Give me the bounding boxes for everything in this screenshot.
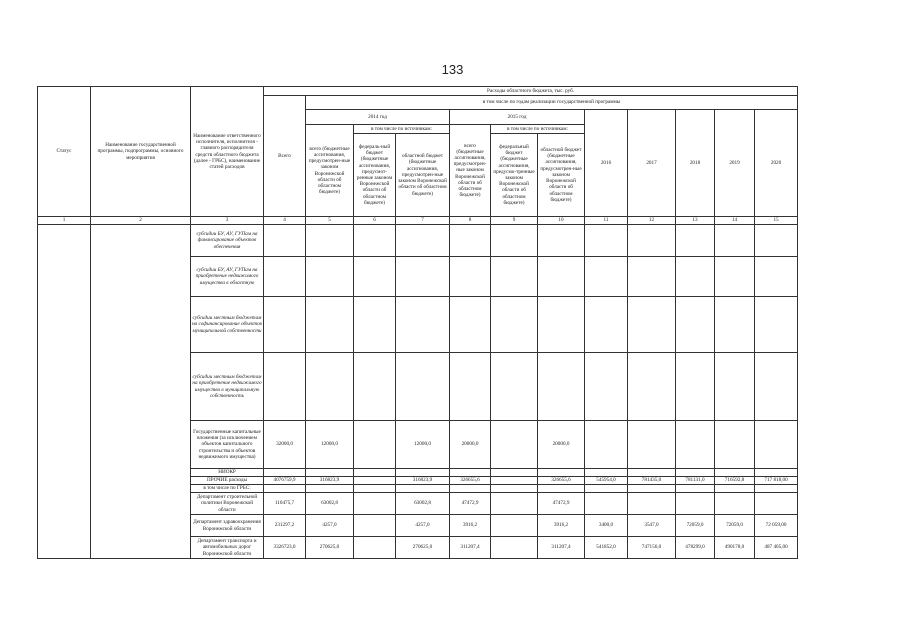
- value-cell: 478299,0: [676, 537, 715, 559]
- col-number: 10: [538, 217, 585, 225]
- value-cell: [354, 225, 396, 257]
- value-cell: [396, 225, 450, 257]
- value-cell: [755, 493, 798, 515]
- header-program: Наименование государственной программы, подпрограммы, основного мероприятия: [91, 87, 191, 217]
- value-cell: [354, 477, 396, 485]
- value-cell: [585, 225, 628, 257]
- value-cell: [585, 353, 628, 421]
- header-federal-2014: федераль-ный бюджет (бюджетные ассигнования, предусмот-ренные законом Воронежской области об областном бюджете): [354, 134, 396, 217]
- value-cell: 63002,8: [396, 493, 450, 515]
- row-label: субсидии БУ, АУ, ГУПам на приобретение недвижимого имущества в областную: [191, 257, 264, 297]
- header-expenses: Расходы областного бюджета, тыс. руб.: [264, 87, 798, 96]
- row-label: Департамент транспорта и автомобильных дорог Воронежской области: [191, 537, 264, 559]
- col-number: 5: [306, 217, 354, 225]
- value-cell: [306, 353, 354, 421]
- value-cell: [491, 225, 538, 257]
- value-cell: [585, 469, 628, 477]
- value-cell: [538, 297, 585, 353]
- value-cell: [354, 421, 396, 469]
- row-label: НИОКР: [191, 469, 264, 477]
- col-number: 2: [91, 217, 191, 225]
- value-cell: [491, 257, 538, 297]
- value-cell: [585, 421, 628, 469]
- value-cell: 326655,6: [450, 477, 491, 485]
- value-cell: [538, 485, 585, 493]
- program-cell: [91, 225, 191, 559]
- header-total: Всего: [264, 96, 306, 217]
- table-row: [38, 225, 798, 257]
- column-numbers-row: [38, 217, 798, 225]
- value-cell: 72 059,00: [755, 515, 798, 537]
- value-cell: [491, 493, 538, 515]
- value-cell: [264, 469, 306, 477]
- value-cell: [450, 353, 491, 421]
- value-cell: [628, 493, 676, 515]
- value-cell: [354, 515, 396, 537]
- value-cell: 20000,0: [450, 421, 491, 469]
- value-cell: 717 818,00: [755, 477, 798, 485]
- row-label: ПРОЧИЕ расходы: [191, 477, 264, 485]
- value-cell: 326655,6: [538, 477, 585, 485]
- value-cell: [628, 421, 676, 469]
- value-cell: [264, 225, 306, 257]
- value-cell: [676, 485, 715, 493]
- value-cell: [538, 469, 585, 477]
- header-sources-2014: в том числе по источникам:: [354, 125, 450, 134]
- value-cell: 4076759,9: [264, 477, 306, 485]
- value-cell: [715, 469, 755, 477]
- value-cell: [628, 225, 676, 257]
- value-cell: [715, 225, 755, 257]
- row-label: Департамент строительной политики Воронежской области: [191, 493, 264, 515]
- value-cell: [491, 421, 538, 469]
- status-cell: [38, 225, 91, 559]
- row-label: Департамент здравоохранения Воронежской области: [191, 515, 264, 537]
- value-cell: 47472,9: [538, 493, 585, 515]
- header-2020: 2020: [755, 110, 798, 217]
- value-cell: 3400,0: [585, 515, 628, 537]
- value-cell: 72059,0: [715, 515, 755, 537]
- value-cell: [306, 225, 354, 257]
- value-cell: 12000,0: [396, 421, 450, 469]
- value-cell: [715, 297, 755, 353]
- value-cell: 3326723,0: [264, 537, 306, 559]
- value-cell: 316823,9: [396, 477, 450, 485]
- value-cell: 20000,0: [538, 421, 585, 469]
- col-number: 4: [264, 217, 306, 225]
- col-number: 9: [491, 217, 538, 225]
- row-label: субсидии БУ, АУ, ГУПам на финансирование объектов обеспечения: [191, 225, 264, 257]
- value-cell: 231297,2: [264, 515, 306, 537]
- value-cell: [676, 297, 715, 353]
- value-cell: [585, 257, 628, 297]
- value-cell: 316823,9: [306, 477, 354, 485]
- header-2018: 2018: [676, 110, 715, 217]
- value-cell: 270625,0: [396, 537, 450, 559]
- value-cell: 3547,0: [628, 515, 676, 537]
- value-cell: [306, 485, 354, 493]
- value-cell: [676, 225, 715, 257]
- value-cell: [450, 297, 491, 353]
- value-cell: [628, 297, 676, 353]
- value-cell: [676, 257, 715, 297]
- value-cell: [450, 469, 491, 477]
- value-cell: 490178,0: [715, 537, 755, 559]
- header-sources-2015: в том числе по источникам:: [491, 125, 585, 134]
- value-cell: 781435,0: [628, 477, 676, 485]
- value-cell: [755, 225, 798, 257]
- value-cell: [354, 469, 396, 477]
- value-cell: [491, 297, 538, 353]
- col-number: 3: [191, 217, 264, 225]
- value-cell: [354, 297, 396, 353]
- value-cell: [396, 257, 450, 297]
- value-cell: 487 405,00: [755, 537, 798, 559]
- header-year-2014: 2014 год: [306, 110, 450, 125]
- header-federal-2015: федеральный бюджет (бюджетные ассигнования, предусмо-тренные законом Воронежской области об областном бюджете): [491, 134, 538, 217]
- value-cell: [755, 297, 798, 353]
- value-cell: [354, 493, 396, 515]
- value-cell: 4257,0: [306, 515, 354, 537]
- value-cell: [755, 257, 798, 297]
- value-cell: [491, 515, 538, 537]
- value-cell: [676, 469, 715, 477]
- value-cell: [396, 353, 450, 421]
- value-cell: [354, 257, 396, 297]
- value-cell: [585, 485, 628, 493]
- value-cell: [306, 257, 354, 297]
- value-cell: [628, 257, 676, 297]
- value-cell: [396, 469, 450, 477]
- value-cell: [715, 485, 755, 493]
- header-2017: 2017: [628, 110, 676, 217]
- row-label: в том числе по ГРБС:: [191, 485, 264, 493]
- header-regional-2015: областной бюджет (бюджетные ассигнования, предусмотрен-ные законом Воронежской области об областном бюджете): [538, 134, 585, 217]
- value-cell: [715, 353, 755, 421]
- value-cell: [755, 353, 798, 421]
- value-cell: [538, 225, 585, 257]
- col-number: 14: [715, 217, 755, 225]
- value-cell: 47472,9: [450, 493, 491, 515]
- header-year-2015: 2015 год: [450, 110, 585, 125]
- value-cell: [264, 353, 306, 421]
- value-cell: 716592,8: [715, 477, 755, 485]
- value-cell: [755, 469, 798, 477]
- value-cell: 110475,7: [264, 493, 306, 515]
- col-number: 13: [676, 217, 715, 225]
- value-cell: 4257,0: [396, 515, 450, 537]
- value-cell: 3916,2: [538, 515, 585, 537]
- value-cell: [450, 257, 491, 297]
- value-cell: 32000,0: [264, 421, 306, 469]
- value-cell: [715, 257, 755, 297]
- col-number: 8: [450, 217, 491, 225]
- value-cell: [585, 297, 628, 353]
- header-status: Статус: [38, 87, 91, 217]
- value-cell: [676, 353, 715, 421]
- value-cell: 781131,0: [676, 477, 715, 485]
- value-cell: [491, 537, 538, 559]
- value-cell: [306, 297, 354, 353]
- value-cell: [715, 493, 755, 515]
- value-cell: [491, 353, 538, 421]
- col-number: 15: [755, 217, 798, 225]
- header-all-2015: всего (бюджетные ассигнования, предусмотрен-ные законом Воронежской области об областном бюджете): [450, 125, 491, 217]
- value-cell: [676, 421, 715, 469]
- value-cell: [264, 485, 306, 493]
- value-cell: 311207,4: [450, 537, 491, 559]
- value-cell: [491, 485, 538, 493]
- header-2016: 2016: [585, 110, 628, 217]
- value-cell: 270625,0: [306, 537, 354, 559]
- row-label: субсидии местным бюджетам на софинансирование объектов муниципальной собственности: [191, 297, 264, 353]
- value-cell: [354, 353, 396, 421]
- value-cell: [354, 485, 396, 493]
- value-cell: 747156,0: [628, 537, 676, 559]
- col-number: 1: [38, 217, 91, 225]
- value-cell: [450, 485, 491, 493]
- value-cell: [538, 257, 585, 297]
- value-cell: [755, 485, 798, 493]
- value-cell: [396, 297, 450, 353]
- value-cell: [755, 421, 798, 469]
- value-cell: 12000,0: [306, 421, 354, 469]
- value-cell: [491, 477, 538, 485]
- value-cell: 311207,4: [538, 537, 585, 559]
- value-cell: 63002,8: [306, 493, 354, 515]
- value-cell: 541852,0: [585, 537, 628, 559]
- col-number: 12: [628, 217, 676, 225]
- col-number: 6: [354, 217, 396, 225]
- header-regional-2014: областной бюджет (бюджетные ассигнования, предусмотрен-ные законом Воронежской области об областном бюджете): [396, 134, 450, 217]
- value-cell: [538, 353, 585, 421]
- value-cell: [450, 225, 491, 257]
- value-cell: 3916,2: [450, 515, 491, 537]
- value-cell: [264, 297, 306, 353]
- value-cell: [676, 493, 715, 515]
- value-cell: [628, 469, 676, 477]
- value-cell: [306, 469, 354, 477]
- value-cell: 72059,0: [676, 515, 715, 537]
- page-number: 133: [441, 62, 464, 77]
- value-cell: [628, 485, 676, 493]
- header-executor: Наименование ответственного исполнителя, исполнителя - главного распорядителя средств областного бюджета (далее - ГРБС), наименование статей расходов: [191, 87, 264, 217]
- value-cell: [396, 485, 450, 493]
- value-cell: [491, 469, 538, 477]
- header-2019: 2019: [715, 110, 755, 217]
- value-cell: [715, 421, 755, 469]
- header-years-note: в том числе по годам реализации государственной программы: [306, 96, 798, 110]
- value-cell: [354, 537, 396, 559]
- value-cell: [585, 493, 628, 515]
- row-label: Государственные капитальные вложения (за исключением объектов капитального строительства и объектов недвижимого имущества): [191, 421, 264, 469]
- col-number: 11: [585, 217, 628, 225]
- value-cell: [264, 257, 306, 297]
- value-cell: 545954,0: [585, 477, 628, 485]
- col-number: 7: [396, 217, 450, 225]
- value-cell: [628, 353, 676, 421]
- budget-table: [37, 86, 798, 559]
- row-label: субсидии местным бюджетам на приобретение недвижимого имущества в муниципальную собственность: [191, 353, 264, 421]
- header-all-2014: всего (бюджетные ассигнования, предусмотрен-ные законом Воронежской области об областном бюджете): [306, 125, 354, 217]
